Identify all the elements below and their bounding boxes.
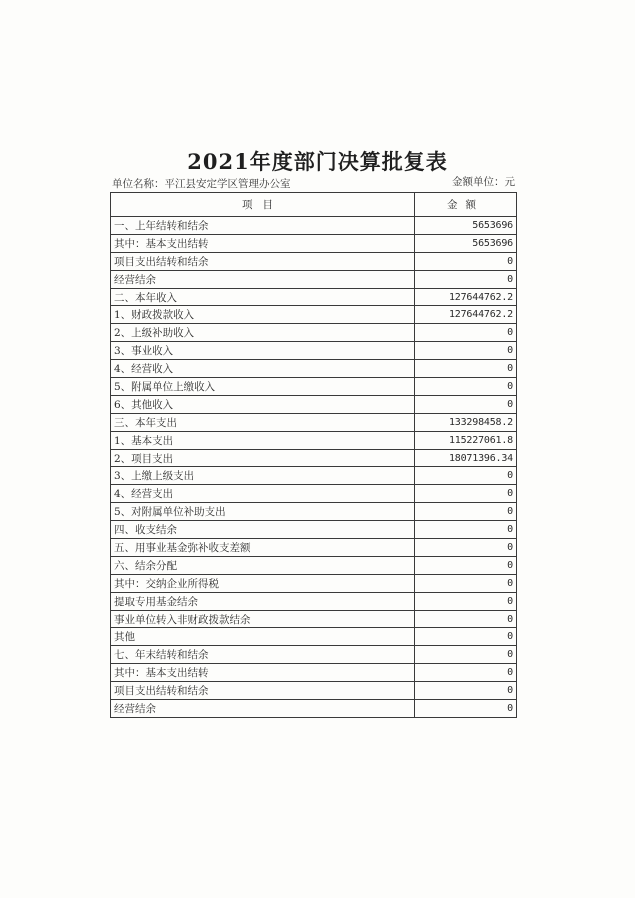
- row-label: 二、本年收入: [111, 288, 415, 306]
- row-amount: 5653696: [415, 234, 517, 252]
- row-amount: 0: [415, 700, 517, 718]
- row-amount: 0: [415, 664, 517, 682]
- row-label: 项目支出结转和结余: [111, 682, 415, 700]
- row-label: 四、收支结余: [111, 521, 415, 539]
- row-amount: 0: [415, 270, 517, 288]
- row-label: 2、项目支出: [111, 449, 415, 467]
- table-row: [111, 431, 517, 449]
- row-label: 项目支出结转和结余: [111, 252, 415, 270]
- row-amount: 0: [415, 395, 517, 413]
- table-row: [111, 270, 517, 288]
- row-label: 5、对附属单位补助支出: [111, 503, 415, 521]
- table-row: [111, 234, 517, 252]
- table-row: [111, 306, 517, 324]
- row-amount: 5653696: [415, 217, 517, 235]
- table-row: [111, 467, 517, 485]
- row-label: 4、经营支出: [111, 485, 415, 503]
- row-amount: 0: [415, 628, 517, 646]
- table-row: [111, 378, 517, 396]
- row-amount: 115227061.8: [415, 431, 517, 449]
- row-amount: 18071396.34: [415, 449, 517, 467]
- row-amount: 0: [415, 324, 517, 342]
- row-amount: 0: [415, 556, 517, 574]
- table-row: [111, 556, 517, 574]
- row-label: 3、上缴上级支出: [111, 467, 415, 485]
- row-amount: 127644762.2: [415, 306, 517, 324]
- row-amount: 0: [415, 592, 517, 610]
- row-label: 六、结余分配: [111, 556, 415, 574]
- budget-table: [110, 192, 517, 718]
- table-row: [111, 539, 517, 557]
- table-row: [111, 252, 517, 270]
- amount-column-header: 金额: [415, 193, 517, 217]
- row-label: 6、其他收入: [111, 395, 415, 413]
- item-column-header: 项目: [111, 193, 415, 217]
- table-row: [111, 628, 517, 646]
- table-row: [111, 217, 517, 235]
- table-row: [111, 521, 517, 539]
- table-row: [111, 413, 517, 431]
- row-label: 其他: [111, 628, 415, 646]
- row-amount: 0: [415, 682, 517, 700]
- row-amount: 0: [415, 342, 517, 360]
- table-row: [111, 646, 517, 664]
- row-label: 1、财政拨款收入: [111, 306, 415, 324]
- row-amount: 127644762.2: [415, 288, 517, 306]
- row-label: 提取专用基金结余: [111, 592, 415, 610]
- table-body: [111, 217, 517, 718]
- row-label: 七、年末结转和结余: [111, 646, 415, 664]
- row-label: 经营结余: [111, 700, 415, 718]
- row-amount: 0: [415, 503, 517, 521]
- row-label: 其中：基本支出结转: [111, 664, 415, 682]
- row-label: 事业单位转入非财政拨款结余: [111, 610, 415, 628]
- row-amount: 0: [415, 467, 517, 485]
- row-label: 经营结余: [111, 270, 415, 288]
- row-amount: 0: [415, 485, 517, 503]
- row-amount: 0: [415, 378, 517, 396]
- row-amount: 133298458.2: [415, 413, 517, 431]
- row-amount: 0: [415, 360, 517, 378]
- table-row: [111, 485, 517, 503]
- row-label: 5、附属单位上缴收入: [111, 378, 415, 396]
- table-row: [111, 342, 517, 360]
- table-row: [111, 503, 517, 521]
- table-row: [111, 610, 517, 628]
- table-row: [111, 360, 517, 378]
- table-row: [111, 395, 517, 413]
- table-row: [111, 288, 517, 306]
- row-label: 3、事业收入: [111, 342, 415, 360]
- table-row: [111, 574, 517, 592]
- table-header-row: [111, 193, 517, 217]
- row-amount: 0: [415, 539, 517, 557]
- table-row: [111, 592, 517, 610]
- row-amount: 0: [415, 521, 517, 539]
- table-row: [111, 700, 517, 718]
- row-label: 三、本年支出: [111, 413, 415, 431]
- unit-name-label: 单位名称：平江县安定学区管理办公室: [112, 178, 291, 190]
- table-row: [111, 324, 517, 342]
- currency-unit-label: 金额单位：元: [452, 176, 515, 188]
- table-row: [111, 682, 517, 700]
- row-amount: 0: [415, 646, 517, 664]
- page-title: 2021年度部门决算批复表: [187, 149, 448, 174]
- row-amount: 0: [415, 252, 517, 270]
- row-label: 其中：交纳企业所得税: [111, 574, 415, 592]
- row-label: 4、经营收入: [111, 360, 415, 378]
- row-label: 2、上级补助收入: [111, 324, 415, 342]
- row-label: 一、上年结转和结余: [111, 217, 415, 235]
- row-amount: 0: [415, 610, 517, 628]
- row-label: 五、用事业基金弥补收支差额: [111, 539, 415, 557]
- table-row: [111, 449, 517, 467]
- row-amount: 0: [415, 574, 517, 592]
- row-label: 1、基本支出: [111, 431, 415, 449]
- row-label: 其中：基本支出结转: [111, 234, 415, 252]
- table-row: [111, 664, 517, 682]
